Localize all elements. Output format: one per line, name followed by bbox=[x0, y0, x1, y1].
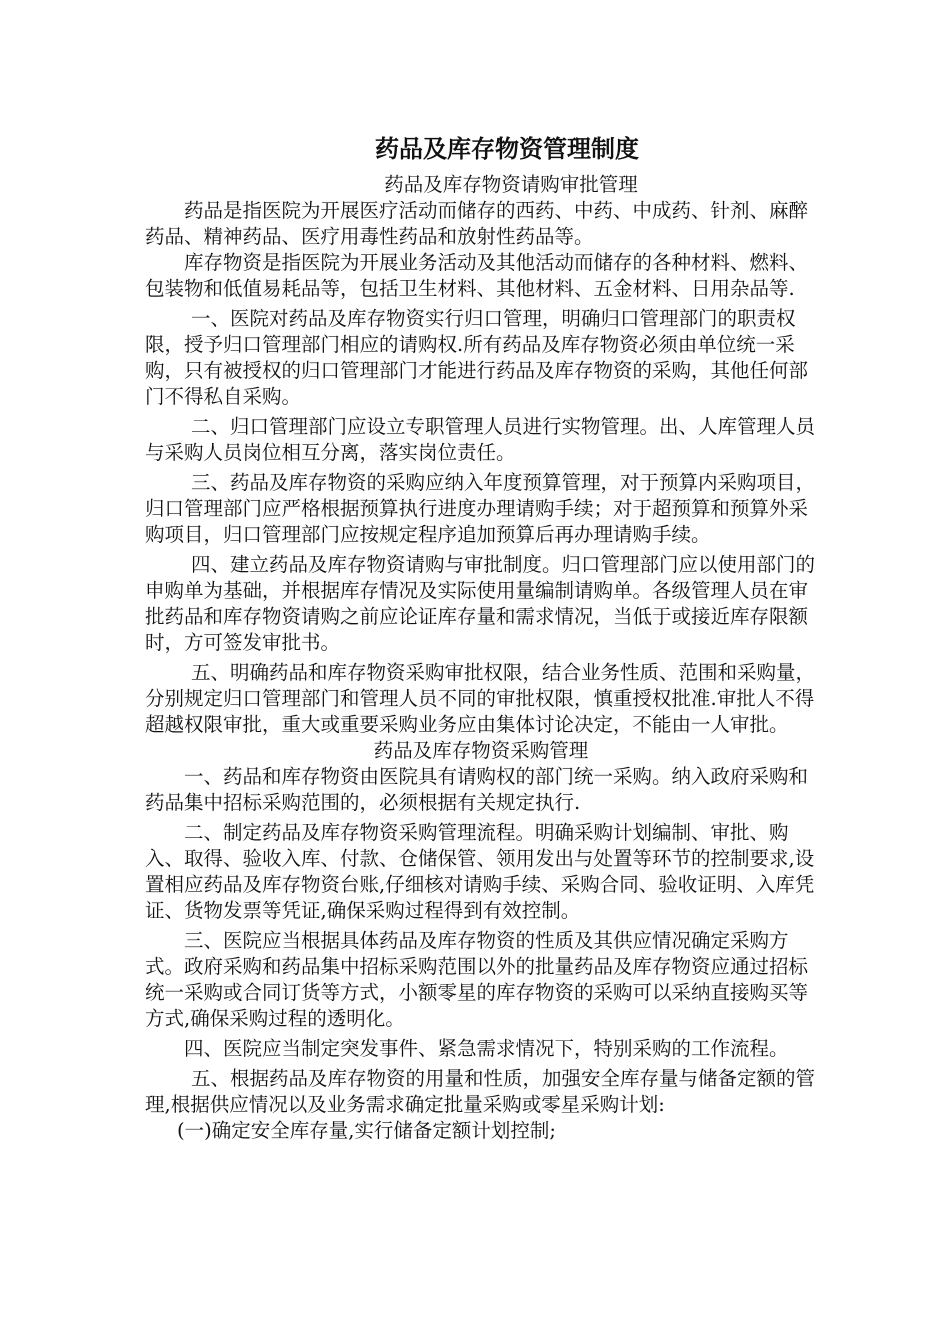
paragraph-procurement-3: 三、医院应当根据具体药品及库存物资的性质及其供应情况确定采购方式。政府采购和药品集中招标采购范围以外的批量药品及库存物资应通过招标统一采购或合同订货等方式，小额零星的库存物资的采购可以采纳直接购买等方式,确保采购过程的透明化。 bbox=[145, 929, 809, 1030]
paragraph-rule-2: 二、归口管理部门应设立专职管理人员进行实物管理。出、人库管理人员与采购人员岗位相互分离，落实岗位责任。 bbox=[145, 415, 816, 464]
document-body bbox=[145, 172, 817, 1144]
paragraph-procurement-1: 一、药品和库存物资由医院具有请购权的部门统一采购。纳入政府采购和药品集中招标采购范围的，必须根据有关规定执行. bbox=[145, 765, 809, 814]
paragraph-rule-1: 一、医院对药品及库存物资实行归口管理，明确归口管理部门的职责权限，授予归口管理部门相应的请购权.所有药品及库存物资必须由单位统一采购，只有被授权的归口管理部门才能进行药品及库存物资的采购，其他任何部门不得私自采购。 bbox=[145, 307, 809, 408]
paragraph-procurement-2: 二、制定药品及库存物资采购管理流程。明确采购计划编制、审批、购入、取得、验收入库、付款、仓储保管、领用发出与处置等环节的控制要求,设置相应药品及库存物资台账,仔细核对请购手续、采购合同、验收证明、入库凭证、货物发票等凭证,确保采购过程得到有效控制。 bbox=[145, 821, 815, 922]
document-title: 药品及库存物资管理制度 bbox=[375, 134, 639, 163]
paragraph-rule-4: 四、建立药品及库存物资请购与审批制度。归口管理部门应以使用部门的申购单为基础，并根据库存情况及实际使用量编制请购单。各级管理人员在审批药品和库存物资请购之前应论证库存量和需求情况，当低于或接近库存限额时，方可签发审批书。 bbox=[145, 553, 816, 654]
paragraph-drug-definition: 药品是指医院为开展医疗活动而储存的西药、中药、中成药、针剂、麻醉药品、精神药品、医疗用毒性药品和放射性药品等。 bbox=[145, 199, 809, 248]
section-heading-requisition: 药品及库存物资请购审批管理 bbox=[384, 173, 638, 196]
paragraph-inventory-definition: 库存物资是指医院为开展业务活动及其他活动而储存的各种材料、燃料、包装物和低值易耗品等，包括卫生材料、其他材料、五金材料、日用杂品等. bbox=[145, 251, 809, 300]
paragraph-procurement-5: 五、根据药品及库存物资的用量和性质，加强安全库存量与储备定额的管理,根据供应情况以及业务需求确定批量采购或零星采购计划: bbox=[145, 1067, 816, 1116]
paragraph-procurement-4: 四、医院应当制定突发事件、紧急需求情况下，特别采购的工作流程。 bbox=[184, 1037, 789, 1060]
list-item-safety-stock: (一)确定安全库存量,实行储备定额计划控制; bbox=[177, 1119, 556, 1142]
section-heading-procurement: 药品及库存物资采购管理 bbox=[373, 739, 589, 762]
paragraph-rule-5: 五、明确药品和库存物资采购审批权限，结合业务性质、范围和采购量，分别规定归口管理部门和管理人员不同的审批权限，慎重授权批准.审批人不得超越权限审批，重大或重要采购业务应由集体讨论决定，不能由一人审批。 bbox=[145, 661, 816, 736]
paragraph-rule-3: 三、药品及库存物资的采购应纳入年度预算管理，对于预算内采购项目，归口管理部门应严格根据预算执行进度办理请购手续；对于超预算和预算外采购项目，归口管理部门应按规定程序追加预算后再办理请购手续。 bbox=[145, 471, 816, 546]
